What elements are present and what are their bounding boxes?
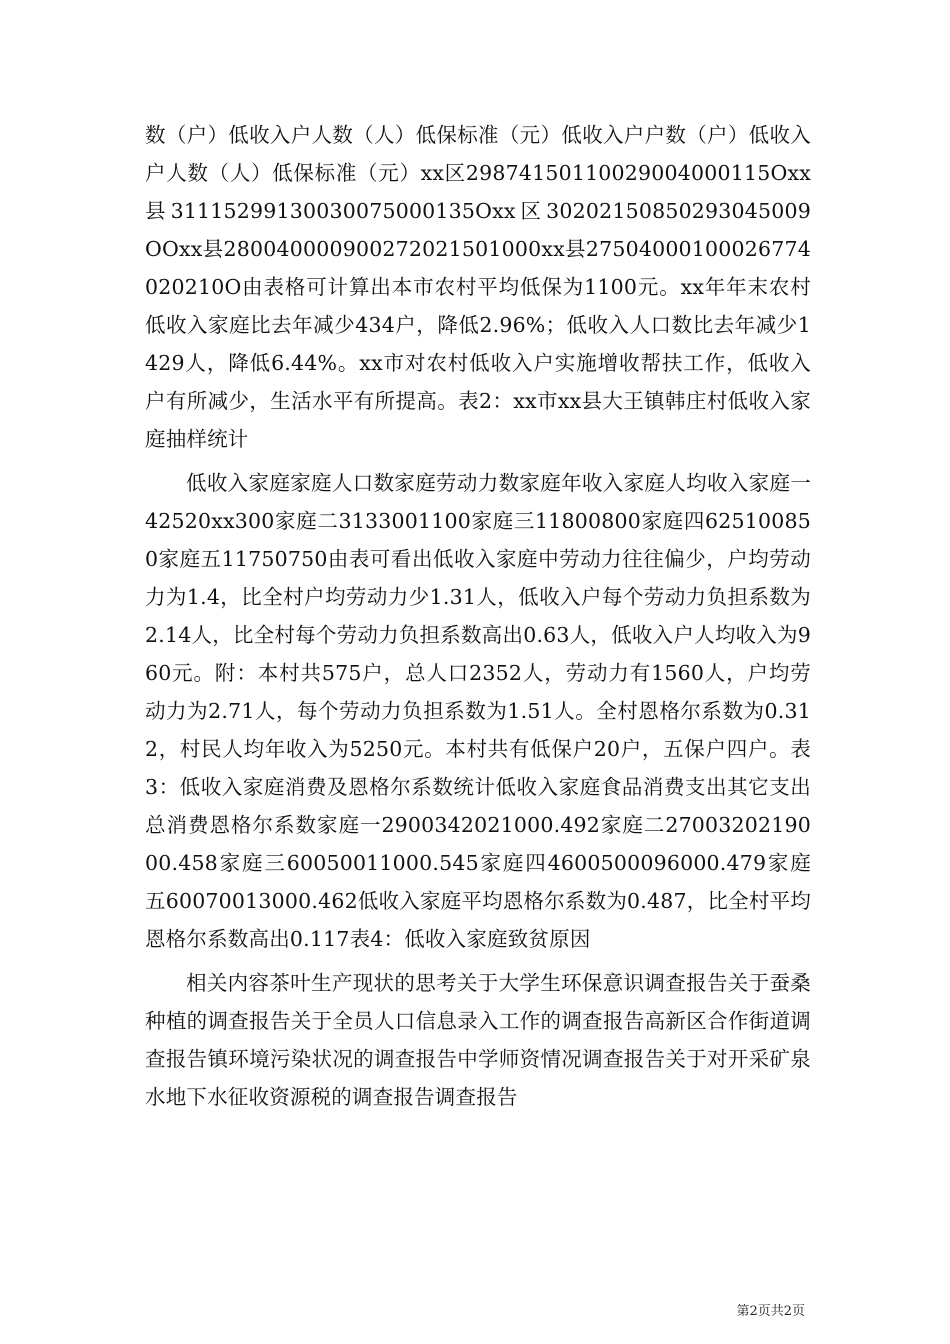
paragraph-table2-summary: 低收入家庭家庭人口数家庭劳动力数家庭年收入家庭人均收入家庭一42520xx300家庭二3133001100家庭三11800800家庭四625100850家庭五11750750由表可看出低收入家庭中劳动力往往偏少，户均劳动力为1.4，比全村户均劳动力少1.31人，低收入户每个劳动力负担系数为2.14人，比全村每个劳动力负担系数高出0.63人，低收入户人均收入为960元。附：本村共575户，总人口2352人，劳动力有1560人，户均劳动力为2.71人，每个劳动力负担系数为1.51人。全村恩格尔系数为0.312，村民人均年收入为5250元。本村共有低保户20户，五保户四户。表3：低收入家庭消费及恩格尔系数统计低收入家庭食品消费支出其它支出总消费恩格尔系数家庭一2900342021000.492家庭二2700320219000.458家庭三60050011000.545家庭四4600500096000.479家庭五60070013000.462低收入家庭平均恩格尔系数为0.487，比全村平均恩格尔系数高出0.117表4：低收入家庭致贫原因 <box>145 471 811 951</box>
page-number: 第2页共2页 <box>736 1304 805 1319</box>
document-body <box>145 116 811 1116</box>
paragraph-table1-summary: 数（户）低收入户人数（人）低保标准（元）低收入户户数（户）低收入户人数（人）低保标准（元）xx区29874150110029004000115Oxx县31115299130030075000135Oxx区30202150850293045009OOxx县280040000900272021501000xx县27504000100026774020210O由表格可计算出本市农村平均低保为1100元。xx年年末农村低收入家庭比去年减少434户，降低2.96%；低收入人口数比去年减少1429人，降低6.44%。xx市对农村低收入户实施增收帮扶工作，低收入户有所减少，生活水平有所提高。表2：xx市xx县大王镇韩庄村低收入家庭抽样统计 <box>145 123 811 451</box>
paragraph-related-content: 相关内容茶叶生产现状的思考关于大学生环保意识调查报告关于蚕桑种植的调查报告关于全员人口信息录入工作的调查报告高新区合作街道调查报告镇环境污染状况的调查报告中学师资情况调查报告关于对开采矿泉水地下水征收资源税的调查报告调查报告 <box>145 971 811 1109</box>
